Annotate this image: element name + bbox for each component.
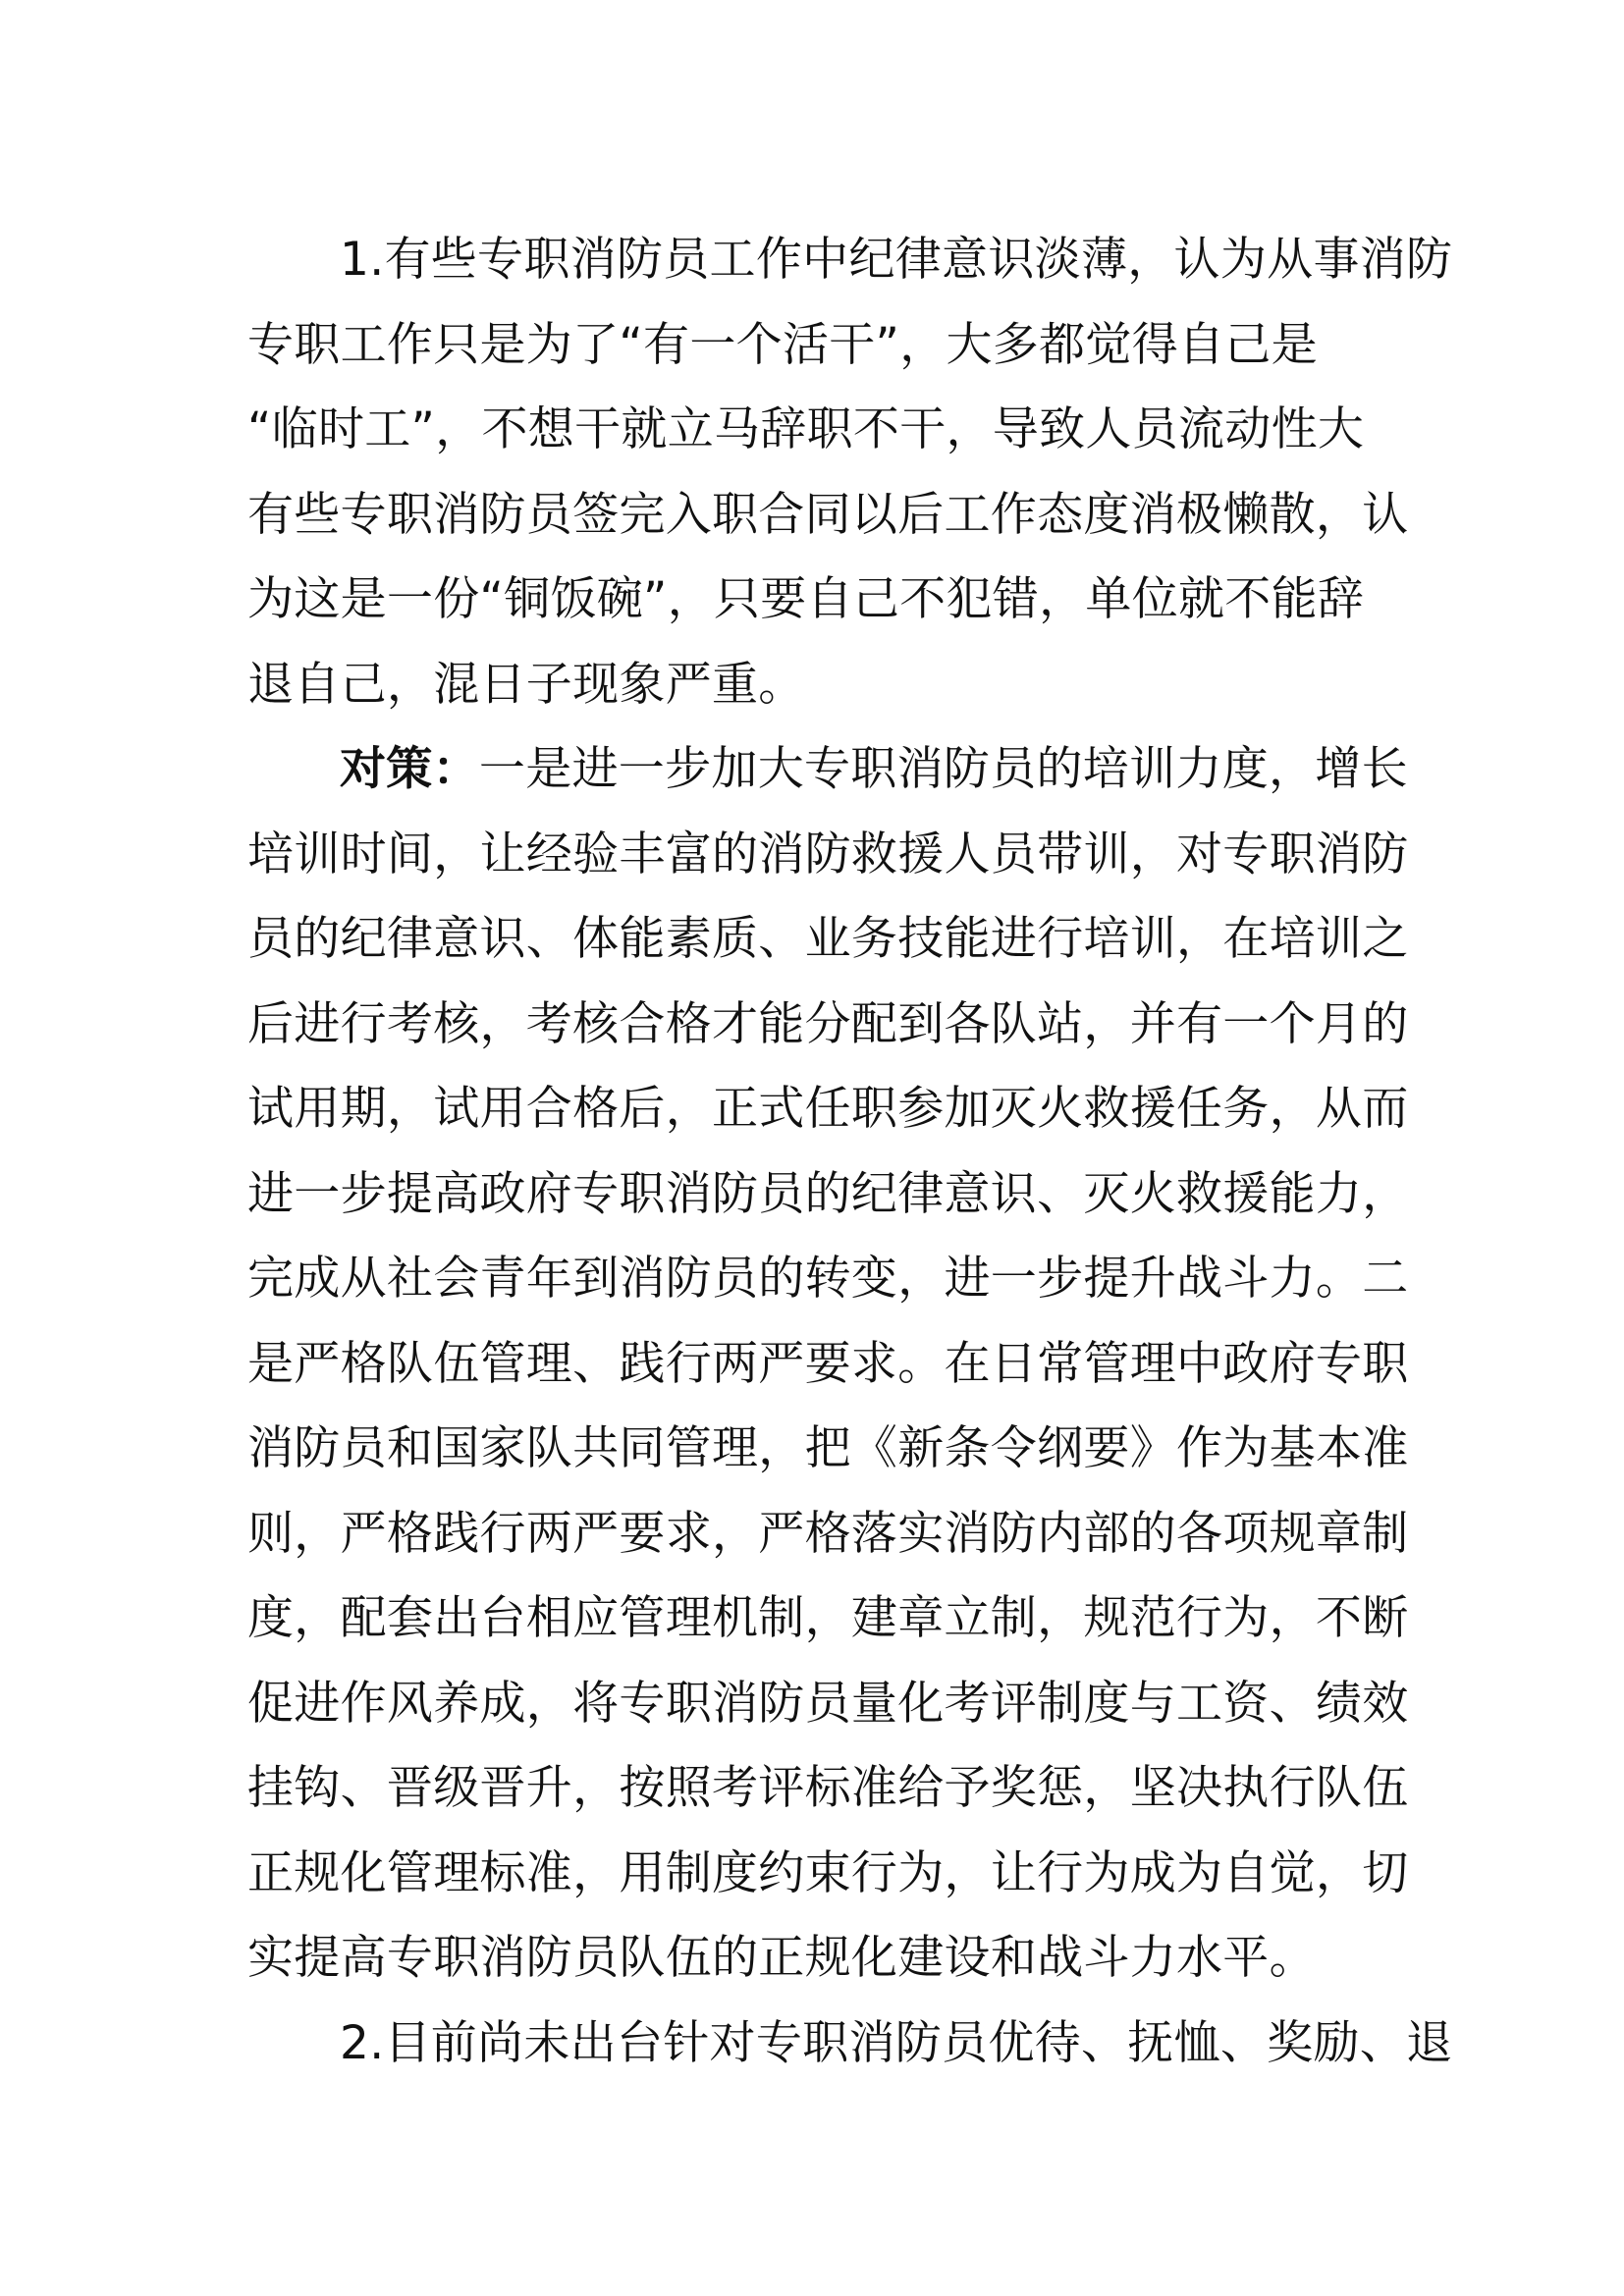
paragraph-countermeasures bbox=[247, 727, 1409, 2002]
text-line: 度，配套出台相应管理机制，建章立制，规范行为，不断 bbox=[247, 1591, 1409, 1645]
text-line: 挂钩、晋级晋升，按照考评标准给予奖惩，坚决执行队伍 bbox=[247, 1761, 1409, 1815]
paragraph-benefits-issue bbox=[247, 2002, 1453, 2087]
countermeasure-label: 对策： bbox=[340, 742, 479, 796]
text-line bbox=[247, 727, 1408, 813]
text-line: 是严格队伍管理、践行两严要求。在日常管理中政府专职 bbox=[247, 1336, 1409, 1391]
text-line: 1.有些专职消防员工作中纪律意识淡薄，认为从事消防 bbox=[340, 233, 1453, 287]
paragraph-discipline-issue bbox=[247, 218, 1453, 727]
text-line: 员的纪律意识、体能素质、业务技能进行培训，在培训之 bbox=[247, 912, 1409, 966]
text-line: 进一步提高政府专职消防员的纪律意识、灭火救援能力， bbox=[247, 1166, 1409, 1221]
text-line: 正规化管理标准，用制度约束行为，让行为成为自觉，切 bbox=[247, 1845, 1409, 1900]
document-page bbox=[247, 218, 1453, 2086]
text-line: 2.目前尚未出台针对专职消防员优待、抚恤、奖励、退 bbox=[340, 2015, 1453, 2070]
text-line: 促进作风养成，将专职消防员量化考评制度与工资、绩效 bbox=[247, 1676, 1409, 1731]
text-run: 一是进一步加大专职消防员的培训力度，增长 bbox=[478, 742, 1408, 796]
text-line: 专职工作只是为了“有一个活干”，大多都觉得自己是 bbox=[247, 317, 1318, 372]
text-line: 消防员和国家队共同管理，把《新条令纲要》作为基本准 bbox=[247, 1421, 1409, 1475]
text-line: 培训时间，让经验丰富的消防救援人员带训，对专职消防 bbox=[247, 827, 1409, 881]
text-line: 完成从社会青年到消防员的转变，进一步提升战斗力。二 bbox=[247, 1252, 1409, 1306]
text-line: 实提高专职消防员队伍的正规化建设和战斗力水平。 bbox=[247, 1931, 1316, 1985]
text-line: “临时工”，不想干就立马辞职不干，导致人员流动性大 bbox=[247, 402, 1365, 456]
text-line: 退自己，混日子现象严重。 bbox=[247, 657, 805, 712]
text-line: 试用期，试用合格后，正式任职参加灭火救援任务，从而 bbox=[247, 1082, 1409, 1136]
text-line: 则，严格践行两严要求，严格落实消防内部的各项规章制 bbox=[247, 1506, 1409, 1561]
text-line: 为这是一份“铜饭碗”，只要自己不犯错，单位就不能辞 bbox=[247, 572, 1365, 626]
text-line: 有些专职消防员签完入职合同以后工作态度消极懒散，认 bbox=[247, 487, 1409, 542]
text-line: 后进行考核，考核合格才能分配到各队站，并有一个月的 bbox=[247, 996, 1409, 1051]
